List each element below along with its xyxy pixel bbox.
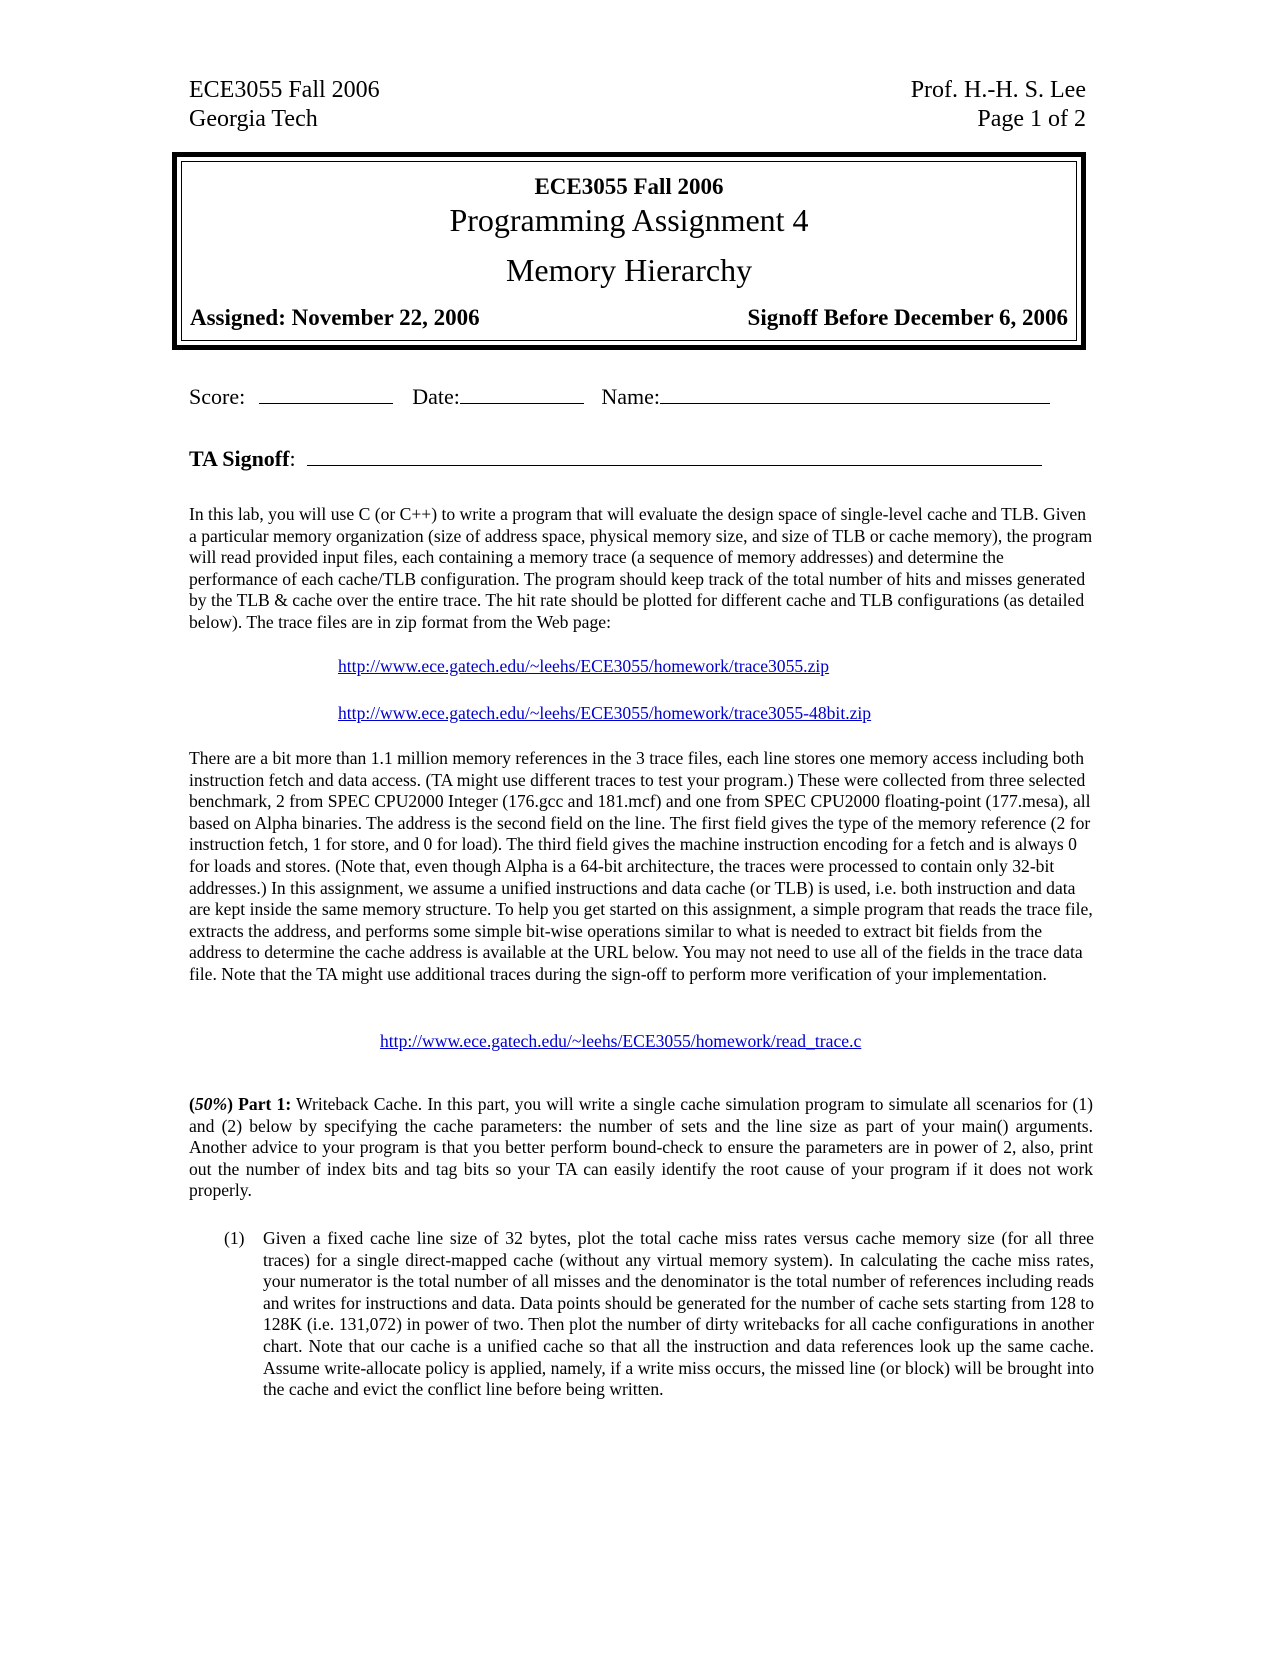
header-school: Georgia Tech [189,106,318,132]
header-left [189,76,380,134]
assigned-date: Assigned: November 22, 2006 [190,305,480,330]
name-label: Name: [601,384,661,409]
trace-zip-link[interactable]: http://www.ece.gatech.edu/~leehs/ECE3055/homework/trace3055.zip [338,656,830,676]
student-fields [189,384,1050,410]
part1-close-paren: ) [227,1094,233,1114]
intro-paragraph: In this lab, you will use C (or C++) to write a program that will evaluate the design space of single-level cache and TLB. Given a particular memory organization (size of address space, physical memory size, and size of TLB or cache memory), the program will read provided input files, each containing a memory trace (a sequence of memory addresses) and determine the performance of each cache/TLB configuration. The program should keep track of the total number of hits and misses generated by the TLB & cache over the entire trace. The hit rate should be plotted for different cache and TLB configurations (as detailed below). The trace files are in zip format from the Web page: [189,504,1093,632]
header-page-number: Page 1 of 2 [977,106,1086,132]
signoff-deadline: Signoff Before December 6, 2006 [747,305,1068,330]
header-course: ECE3055 Fall 2006 [189,77,380,103]
list-item [224,1228,1094,1448]
assignment-subtitle: Memory Hierarchy [505,252,753,288]
name-blank[interactable] [660,385,1050,404]
part1-text: Writeback Cache. In this part, you will write a single cache simulation program to simulate all scenarios for (1) and (2) below by specifying the cache parameters: the number of sets and the line size as part of your main() arguments. Another advice to your program is that you better perform bound-check to ensure the parameters are in power of 2, also, print out the number of index bits and tag bits so your TA can easily identify the root cause of your program if it does not work properly. [189,1094,1094,1201]
ta-signoff-label: TA Signoff [189,446,290,471]
trace-48bit-zip-link[interactable]: http://www.ece.gatech.edu/~leehs/ECE3055/homework/trace3055-48bit.zip [338,703,872,723]
header-right [911,76,1086,134]
header-professor: Prof. H.-H. S. Lee [910,77,1086,103]
title-box-inner-border [181,161,1077,341]
read-trace-link[interactable]: http://www.ece.gatech.edu/~leehs/ECE3055/homework/read_trace.c [380,1031,862,1051]
assignment-title: Programming Assignment 4 [449,202,809,238]
score-label: Score: [189,384,246,409]
trace-description-paragraph: There are a bit more than 1.1 million memory references in the 3 trace files, each line stores one memory access including both instruction fetch and data access. (TA might use different traces to test your program.) These were collected from three selected benchmark, 2 from SPEC CPU2000 Integer (176.gcc and 181.mcf) and one from SPEC CPU2000 floating-point (177.mesa), all based on Alpha binaries. The address is the second field on the line. The first field gives the type of the memory reference (2 for instruction fetch, 1 for store, and 0 for load). The third field gives the machine instruction encoding for a fetch and is always 0 for loads and stores. (Note that, even though Alpha is a 64-bit architecture, the traces were processed to contain only 32-bit addresses.) In this assignment, we assume a unified instructions and data cache (or TLB) is used, i.e. both instruction and data are kept inside the same memory structure. To help you get started on this assignment, a simple program that reads the trace file, extracts the address, and performs some simple bit-wise operations similar to what is needed to extract bit fields from the address to determine the cache address is available at the URL below. You may not need to use all of the fields in the trace data file. Note that the TA might use additional traces during the sign-off to perform more verification of your implementation. [189,748,1093,984]
ta-signoff-colon: : [289,446,296,471]
list-item-number: (1) [224,1228,245,1248]
part1-open-paren: ( [189,1094,195,1114]
ta-signoff-blank[interactable] [307,447,1042,466]
title-box [172,152,1086,350]
score-blank[interactable] [259,385,393,404]
part1-weight: 50% [194,1094,228,1114]
list-item-text: Given a fixed cache line size of 32 bytes, plot the total cache miss rates versus cache memory size (for all three traces) for a single direct-mapped cache (without any virtual memory system). In calculating the cache miss rates, your numerator is the total number of all misses and the denominator is the total number of references including reads and writes for instructions and data. Data points should be generated for the number of cache sets starting from 128 to 128K (i.e. 131,072) in power of two. Then plot the number of dirty writebacks for all cache configurations in another chart. Note that our cache is a unified cache so that all the instruction and data references look up the same cache. Assume write-allocate policy is applied, namely, if a write miss occurs, the missed line (or block) will be brought into the cache and evict the conflict line before being written. [263,1228,1094,1400]
ta-signoff-field [189,446,1042,472]
title-box-course: ECE3055 Fall 2006 [534,174,724,199]
part1-label: Part 1: [232,1094,292,1114]
date-blank[interactable] [460,385,584,404]
date-label: Date: [412,384,460,409]
part1-paragraph [189,1094,1093,1202]
